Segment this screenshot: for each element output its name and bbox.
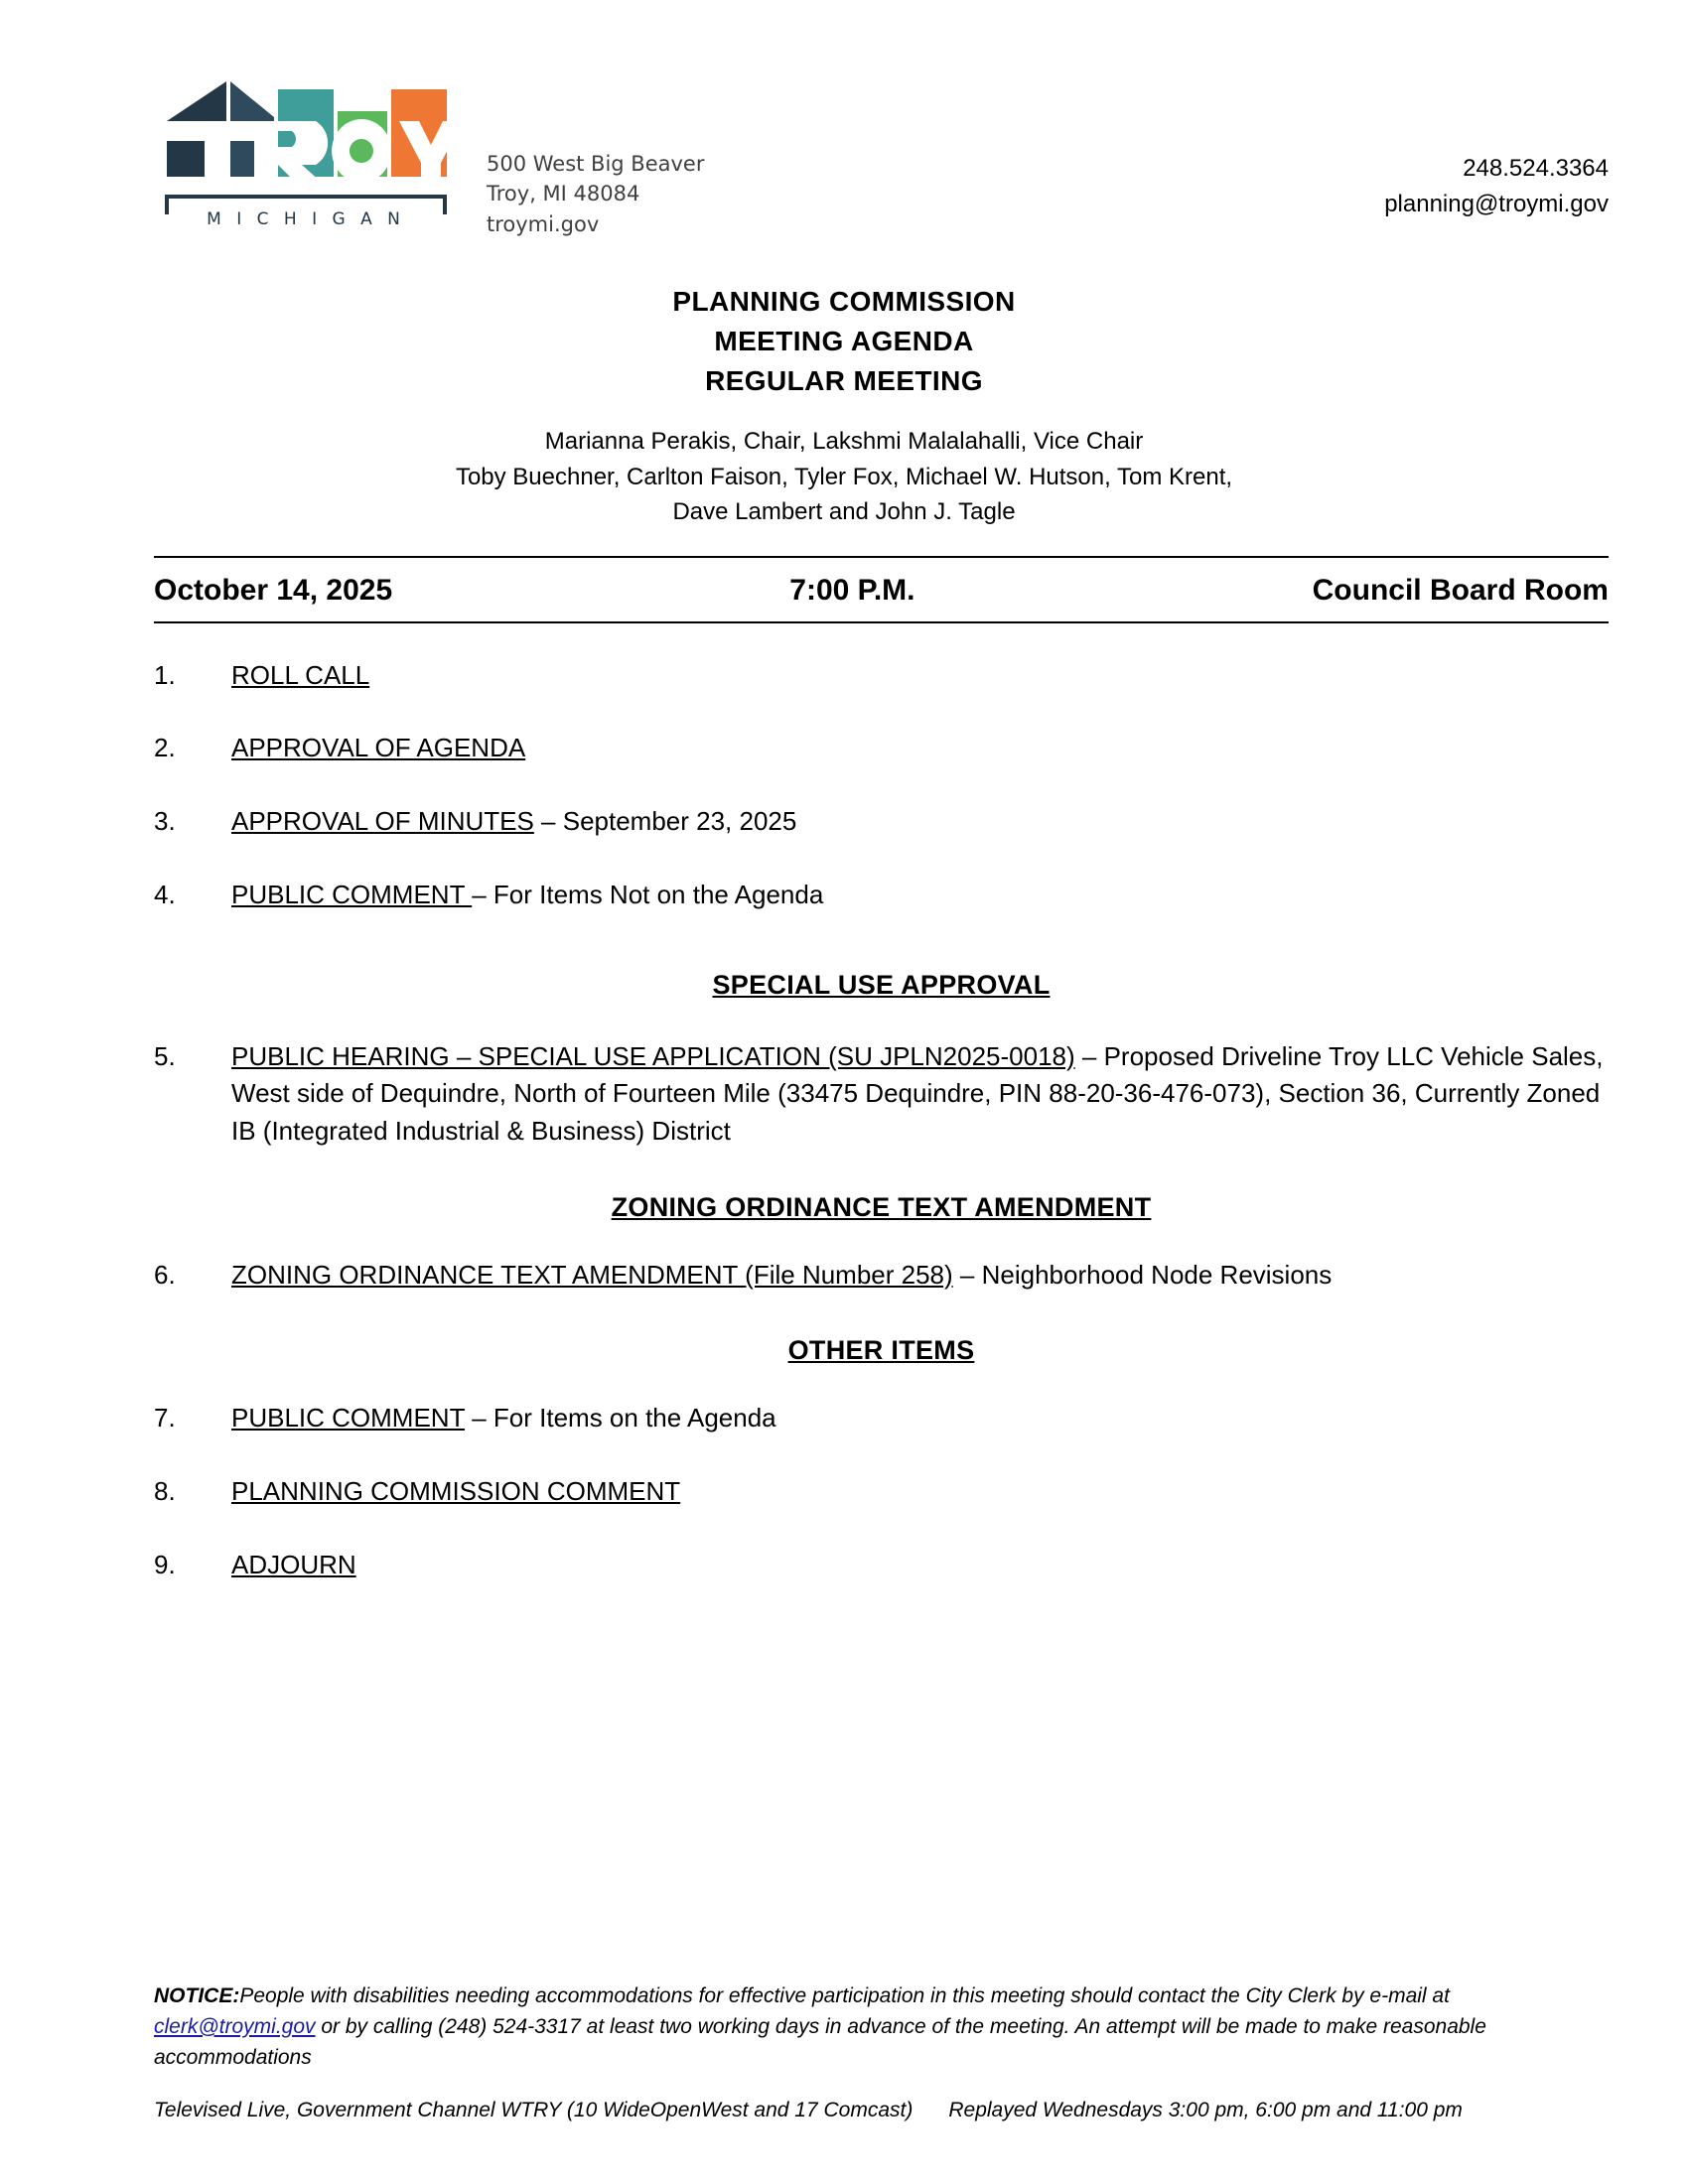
address-block xyxy=(487,149,705,239)
item-detail: – For Items on the Agenda xyxy=(465,1403,776,1433)
commission-members xyxy=(0,424,1688,530)
agenda-item-6 xyxy=(154,1257,1609,1295)
notice-text-after-email: or by calling (248) 524-3317 at least two working days in advance of the meeting. An attempt will be made to make reasonable accommodations xyxy=(154,2014,1486,2069)
agenda-item-3 xyxy=(154,803,1609,841)
item-detail: – For Items Not on the Agenda xyxy=(472,879,824,909)
agenda-list xyxy=(154,623,1609,1584)
item-number: 6. xyxy=(154,1259,176,1290)
agenda-item-1 xyxy=(154,657,1609,695)
broadcast-info xyxy=(154,2099,1609,2122)
section-heading-text-amendment: ZONING ORDINANCE TEXT AMENDMENT xyxy=(611,1191,1152,1222)
page-title xyxy=(0,282,1688,400)
agenda-item-5 xyxy=(154,1038,1609,1151)
broadcast-replay: Replayed Wednesdays 3:00 pm, 6:00 pm and 11:00 pm xyxy=(948,2099,1463,2121)
meeting-time: 7:00 P.M. xyxy=(789,573,915,607)
members-line-2: Toby Buechner, Carlton Faison, Tyler Fox, Michael W. Hutson, Tom Krent, xyxy=(455,463,1233,490)
title-line-1: PLANNING COMMISSION xyxy=(672,286,1016,317)
address-line-3: troymi.gov xyxy=(487,211,600,236)
document-footer xyxy=(154,1980,1609,2122)
item-title: APPROVAL OF AGENDA xyxy=(231,733,526,763)
email-address: planning@troymi.gov xyxy=(1384,191,1609,217)
item-number: 5. xyxy=(154,1040,176,1071)
members-line-3: Dave Lambert and John J. Tagle xyxy=(672,498,1016,526)
address-line-1: 500 West Big Beaver xyxy=(487,152,705,176)
meeting-date: October 14, 2025 xyxy=(154,573,393,607)
item-text xyxy=(231,1400,1609,1437)
item-text xyxy=(231,730,1609,767)
item-title: PUBLIC HEARING – SPECIAL USE APPLICATION (SU JPLN2025-0018) xyxy=(231,1040,1075,1071)
phone-number: 248.524.3364 xyxy=(1463,155,1609,182)
title-line-3: REGULAR MEETING xyxy=(705,364,983,396)
item-number: 4. xyxy=(154,879,176,909)
meeting-info xyxy=(154,558,1609,621)
broadcast-live: Televised Live, Government Channel WTRY (10 WideOpenWest and 17 Comcast) xyxy=(154,2099,914,2121)
troy-logo-icon xyxy=(149,60,467,248)
contact-block xyxy=(1384,151,1609,222)
item-number: 2. xyxy=(154,733,176,763)
agenda-item-8 xyxy=(154,1473,1609,1511)
item-number: 1. xyxy=(154,659,176,690)
item-text xyxy=(231,657,1609,695)
item-text xyxy=(231,1547,1609,1584)
accessibility-notice xyxy=(154,1980,1609,2073)
item-number: 3. xyxy=(154,806,176,837)
section-heading-special-use: SPECIAL USE APPROVAL xyxy=(712,969,1051,1000)
agenda-item-7 xyxy=(154,1400,1609,1437)
svg-text:M I C H I G A N: M I C H I G A N xyxy=(207,209,405,229)
item-number: 9. xyxy=(154,1549,176,1579)
notice-text-before-email: People with disabilities needing accommodations for effective participation in this meeting should contact the City Clerk by e-mail at xyxy=(239,1983,1450,2007)
item-title: PLANNING COMMISSION COMMENT xyxy=(231,1475,681,1506)
item-number: 8. xyxy=(154,1475,176,1506)
item-title: ZONING ORDINANCE TEXT AMENDMENT (File Number 258) xyxy=(231,1259,953,1290)
item-text xyxy=(231,1473,1609,1511)
agenda-item-2 xyxy=(154,730,1609,767)
address-line-2: Troy, MI 48084 xyxy=(487,182,640,206)
meeting-location: Council Board Room xyxy=(1312,573,1609,607)
item-text xyxy=(231,877,1609,914)
document-header xyxy=(0,0,1688,248)
item-text xyxy=(231,1038,1609,1151)
agenda-item-4 xyxy=(154,877,1609,914)
item-detail: – September 23, 2025 xyxy=(533,806,797,837)
item-title: ROLL CALL xyxy=(231,659,370,690)
item-title: APPROVAL OF MINUTES xyxy=(231,806,534,837)
notice-label: NOTICE: xyxy=(154,1983,240,2007)
item-title: PUBLIC COMMENT xyxy=(231,879,473,909)
item-text xyxy=(231,1257,1609,1295)
clerk-email-link[interactable]: clerk@troymi.gov xyxy=(154,2014,316,2038)
title-line-2: MEETING AGENDA xyxy=(714,325,974,356)
item-detail: – Proposed Driveline Troy LLC Vehicle Sales, West side of Dequindre, North of Fourteen Mile (33475 Dequindre, PIN 88-20-36-476-073), Section 36, Currently Zoned IB (Integrated Industrial & Business) District xyxy=(231,1040,1604,1146)
item-text xyxy=(231,803,1609,841)
section-heading-other-items: OTHER ITEMS xyxy=(787,1335,975,1366)
troy-logo xyxy=(149,60,467,248)
item-title: ADJOURN xyxy=(231,1549,356,1579)
item-detail: – Neighborhood Node Revisions xyxy=(952,1259,1333,1290)
item-number: 7. xyxy=(154,1403,176,1433)
item-title: PUBLIC COMMENT xyxy=(231,1403,465,1433)
members-line-1: Marianna Perakis, Chair, Lakshmi Malalahalli, Vice Chair xyxy=(544,428,1144,456)
agenda-item-9 xyxy=(154,1547,1609,1584)
